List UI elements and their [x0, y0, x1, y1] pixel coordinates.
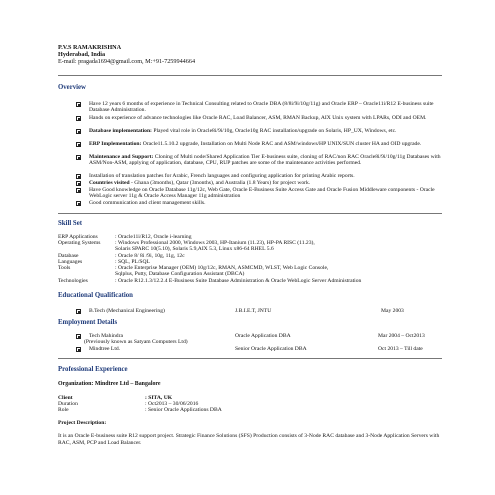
employment-company: Mindtree Ltd. [89, 346, 121, 352]
overview-heading: Overview [58, 84, 86, 91]
overview-divider [58, 213, 442, 214]
project-detail-label: Duration [58, 401, 78, 407]
skill-value: Sqlplus, Putty, Database Configuration Assistant (DBCA) [115, 271, 245, 277]
project-detail-label: Role [58, 407, 69, 413]
bullet-icon [76, 181, 81, 186]
education-degree: B.Tech (Mechanical Engineering) [89, 308, 165, 314]
bullet-icon [76, 142, 81, 147]
skill-label: Languages [58, 259, 83, 265]
bullet-icon [76, 201, 81, 206]
bullet-icon [76, 347, 81, 352]
project-detail-value: : Oct2013 – 30/06/2016 [145, 401, 199, 407]
employment-period: Oct 2013 – Till date [378, 346, 423, 352]
candidate-location: Hyderabad, India [58, 51, 106, 58]
project-detail-label: Client [58, 395, 73, 401]
skills-heading: Skill Set [58, 220, 82, 227]
bullet-icon [76, 155, 81, 160]
overview-item: Countries visited - Ghana (3months), Qatar (3months), and Australia (1.8 Years) for project work. [89, 180, 311, 186]
education-college: J.B.I.E.T, JNTU [235, 308, 272, 314]
bullet-icon [76, 188, 81, 193]
bullet-icon [76, 129, 81, 134]
candidate-name: P.V.S RAMAKRISHNA [58, 44, 122, 51]
skill-value: : Windows Professional 2000, Windows 2003, HP-Itanium (11.23), HP-PA RISC (11.23), [115, 240, 315, 246]
skill-value: : Oracle R12.1.3/12.2.4 E-Business Suite Database Administration & Oracle WebLogic Server Administration [115, 278, 362, 284]
education-date: May 2003 [381, 308, 404, 314]
overview-item: Have 12 years 6 months of experience in Technical Consulting related to Oracle DBA (8/8i/9i/10g/11g) and Oracle ERP – Oracle11i/R12 E-business suite Database Administration. [89, 101, 434, 114]
professional-heading: Professional Experience [58, 366, 128, 373]
overview-item: Hands on experience of advance technologies like Oracle RAC, Load Balancer, ASM, RMAN Backup, AIX Unix system with LPARs, ODI and OEM. [89, 115, 427, 121]
overview-item: Database implementation: Played vital role in Oracle8i/9i/10g, Oracle10g RAC installation/upgrade on Solaris, HP_UX, Windows, etc. [89, 128, 397, 134]
employment-note: (Previously known as Satyam Computers Ltd) [84, 339, 188, 345]
overview-item: Good communication and client management skills. [89, 200, 206, 206]
candidate-contact: E-mail: pragada1694@gmail.com, M:+91-7259944664 [58, 58, 196, 65]
project-detail-value: : SITA, UK [145, 395, 173, 401]
bullet-icon [76, 116, 81, 121]
project-description-label: Project Description: [58, 420, 107, 426]
organization-label: Organization: Mindtree Ltd – Bangalore [58, 381, 161, 387]
employment-role: Senior Oracle Application DBA [235, 346, 307, 352]
employment-heading: Employment Details [58, 319, 118, 326]
skill-value: : Oracle Enterprise Manager (OEM) 10g/12c, RMAN, ASMCMD, WLST, Web Logic Console, [115, 265, 329, 271]
bullet-icon [76, 309, 81, 314]
overview-item: ERP Implementation: Oracle11.5.10.2 upgrade, Installation on Multi Node RAC and ASM/windows/HP UNIX/SUN cluster HA and OID upgrade. [89, 141, 422, 147]
bullet-icon [76, 102, 81, 107]
employment-period: Mar 2004 – Oct2013 [378, 333, 425, 339]
education-heading: Educational Qualification [58, 292, 133, 299]
skill-label: Technologies [58, 278, 88, 284]
skill-label: Tools [58, 265, 71, 271]
skill-value: : Oracle 8/ 8i /9i, 10g, 11g, 12c [115, 253, 185, 259]
employment-role: Oracle Application DBA [235, 333, 291, 339]
header-divider [58, 75, 442, 76]
overview-item: Installation of translation patches for Arabic, French languages and configuring application for printing Arabic reports. [89, 173, 355, 179]
project-description: It is an Oracle E-business suite R12 support project. Strategic Finance Solutions (SFS) Production consists of 3-Node RAC database and 3-Node Application Servers with RAC, ASM, PCP and Load Balancer. [58, 433, 440, 446]
skill-label: Operating Systems [58, 240, 101, 246]
skill-label: ERP Applications [58, 234, 98, 240]
employment-divider [58, 358, 442, 359]
employment-company: Tech Mahindra [89, 333, 123, 339]
project-detail-value: : Senior Oracle Applications DBA [145, 407, 222, 413]
skill-value: : SQL, PL/SQL [115, 259, 150, 265]
skill-value: Solaris SPARC 10(5.10), Solaris 5.9,AIX 5.3, Linux x86-64 RHEL 5.6 [115, 246, 274, 252]
overview-item: Maintenance and Support: Cloning of Multi node/Shared Application Tier E-business suite, cloning of RAC/non RAC Oracle8i/9i/10g/11g Databases with ASM/Non-ASM, applying of application, database, CPU, RUP patches are some of the maintenance activities performed. [89, 154, 441, 167]
overview-item: Have Good knowledge on Oracle Database 11g/12c, Web Gate, Oracle E-Business Suite Access Gate and Oracle Fusion Middleware components - Oracle WebLogic server 11g & Oracle Access Manager 11g administration [89, 187, 435, 200]
skill-value: : Oracle11i/R12, Oracle i-learning [115, 234, 192, 240]
skill-label: Database [58, 253, 79, 259]
bullet-icon [76, 334, 81, 339]
bullet-icon [76, 174, 81, 179]
